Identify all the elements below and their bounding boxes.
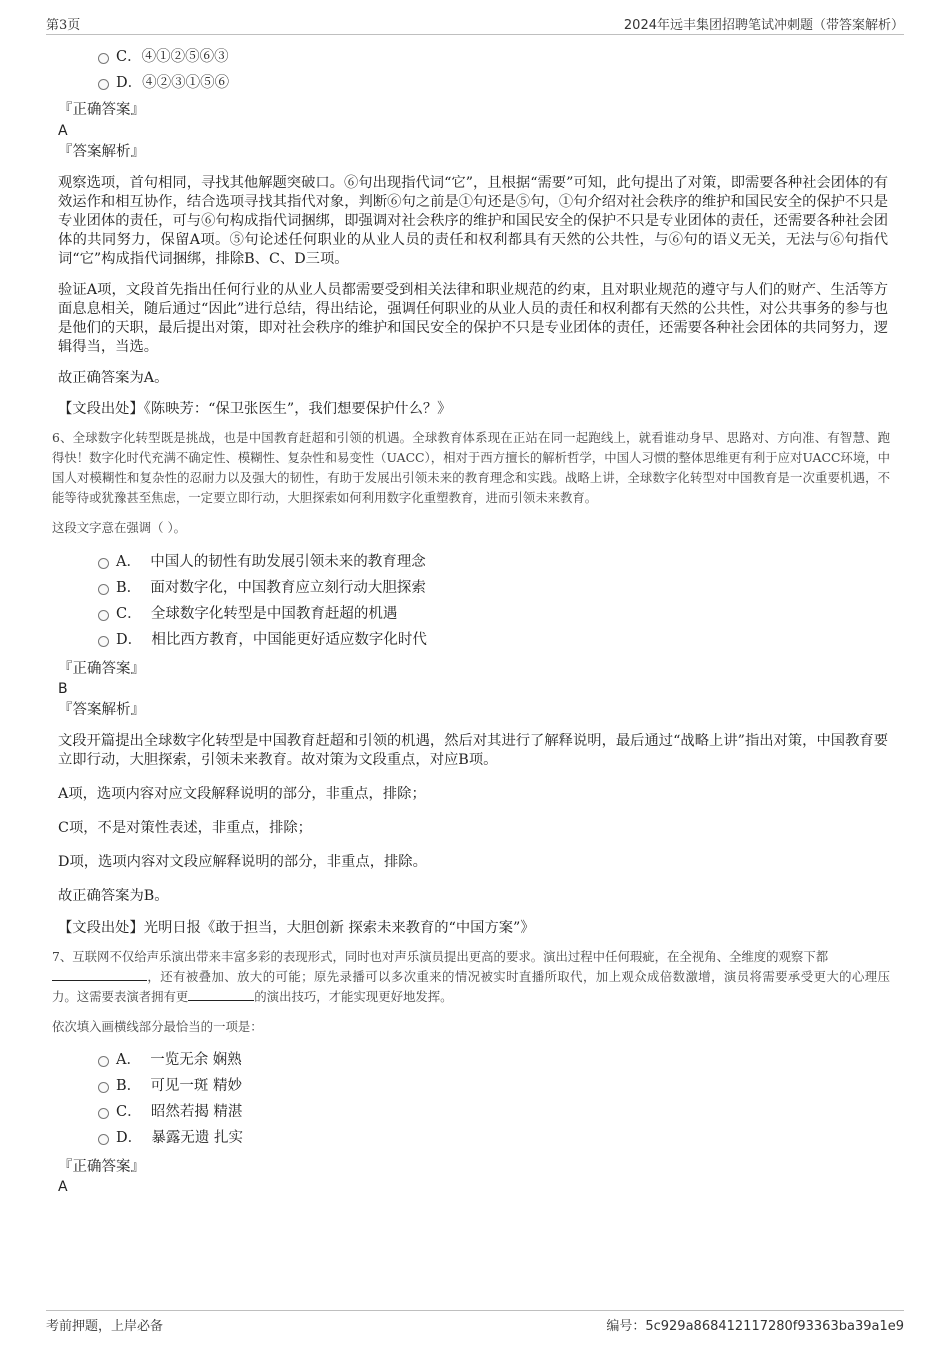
q5-correct-label: 『正确答案』 bbox=[58, 102, 145, 118]
radio-button-icon[interactable] bbox=[98, 636, 109, 647]
q6-analysis-conclusion: 故正确答案为B。 bbox=[58, 888, 169, 904]
radio-button-icon[interactable] bbox=[98, 1108, 109, 1119]
q6-option-d[interactable] bbox=[56, 627, 896, 653]
option-letter: B． bbox=[116, 580, 142, 596]
radio-button-icon[interactable] bbox=[98, 1056, 109, 1067]
document-id bbox=[606, 1315, 904, 1334]
radio-button-icon[interactable] bbox=[98, 1134, 109, 1145]
q6-analysis-paragraph: D项，选项内容对文段应解释说明的部分，非重点，排除。 bbox=[58, 854, 427, 870]
radio-button-icon[interactable] bbox=[98, 610, 109, 621]
q5-source: 【文段出处】《陈映芳：“保卫张医生”，我们想要保护什么？》 bbox=[58, 401, 452, 417]
q7-option-b[interactable] bbox=[56, 1073, 896, 1099]
q7-blank-1[interactable] bbox=[52, 968, 147, 981]
document-id-value: 5c929a868412117280f93363ba39a1e9 bbox=[645, 1319, 904, 1334]
radio-button-icon[interactable] bbox=[98, 584, 109, 595]
q5-analysis-paragraph: 验证A项，文段首先指出任何行业的从业人员都需要受到相关法律和职业规范的约束，且对职业规范的遵守与人们的财产、生活等方面息息相关，随后通过“因此”进行总结，得出结论，强调任何职业的从业人员的责任和权利都有天然的公共性，对公共事务的参与也是他们的天职，最后提出对策，即对社会秩序的维护和国民安全的保护不只是专业团体的责任，还需要各种社会团体的共同努力，逻辑得当，当选。 bbox=[58, 282, 888, 355]
option-letter: A． bbox=[116, 1052, 141, 1068]
q7-correct-answer: A bbox=[58, 1179, 68, 1195]
q5-options bbox=[56, 44, 896, 96]
option-text: 一览无余 娴熟 bbox=[150, 1052, 242, 1068]
q6-option-a[interactable] bbox=[56, 549, 896, 575]
option-text: 全球数字化转型是中国教育赶超的机遇 bbox=[150, 606, 398, 622]
option-text: 暴露无遗 扎实 bbox=[151, 1130, 243, 1146]
q7-prompt: 依次填入画横线部分最恰当的一项是： bbox=[52, 1019, 263, 1034]
q7-stem-part3: 的演出技巧，才能实现更好地发挥。 bbox=[254, 989, 453, 1004]
q6-source: 【文段出处】光明日报《敢于担当，大胆创新 探索未来教育的“中国方案”》 bbox=[58, 920, 535, 936]
option-letter: C． bbox=[116, 49, 142, 65]
radio-button-icon[interactable] bbox=[98, 53, 109, 64]
q7-blank-2[interactable] bbox=[188, 988, 254, 1001]
q5-analysis-paragraph: 观察选项，首句相同，寻找其他解题突破口。⑥句出现指代词“它”，且根据“需要”可知，此句提出了对策，即需要各种社会团体的有效运作和相互协作，结合选项寻找其指代对象，判断⑥句之前是①句还是⑤句，①句介绍对社会秩序的维护和国民安全的保护不只是专业团体的责任，可与⑥句构成指代词捆绑，即强调对社会秩序的维护和国民安全的保护不只是专业团体的责任，还需要各种社会团体的共同努力，保留A项。⑤句论述任何职业的从业人员的责任和权利都具有天然的公共性，与⑥句的语义无关，无法与⑥句指代词“它”构成指代词捆绑，排除B、C、D三项。 bbox=[58, 175, 888, 267]
option-letter: D． bbox=[116, 1130, 143, 1146]
footer-slogan: 考前押题，上岸必备 bbox=[46, 1319, 164, 1334]
q6-options bbox=[56, 549, 896, 653]
q7-option-d[interactable] bbox=[56, 1125, 896, 1151]
option-letter: C． bbox=[116, 606, 142, 622]
q5-option-d[interactable] bbox=[56, 70, 896, 96]
document-id-label: 编号： bbox=[606, 1319, 646, 1334]
q6-correct-label: 『正确答案』 bbox=[58, 661, 145, 677]
q6-prompt: 这段文字意在强调（ ）。 bbox=[52, 520, 187, 535]
option-text: 昭然若揭 精湛 bbox=[150, 1104, 243, 1120]
q7-stem bbox=[52, 947, 890, 1007]
q6-option-c[interactable] bbox=[56, 601, 896, 627]
option-text: 可见一斑 精妙 bbox=[150, 1078, 242, 1094]
page-number: 第3页 bbox=[46, 18, 81, 33]
option-letter: B． bbox=[116, 1078, 142, 1094]
option-letter: A． bbox=[116, 554, 141, 570]
radio-button-icon[interactable] bbox=[98, 558, 109, 569]
q7-stem-part1: 7、互联网不仅给声乐演出带来丰富多彩的表现形式，同时也对声乐演员提出更高的要求。演出过程中任何瑕疵，在全视角、全维度的观察下都 bbox=[52, 949, 829, 964]
option-text: ④①②⑤⑥③ bbox=[141, 49, 229, 65]
q5-correct-answer: A bbox=[58, 123, 68, 139]
q6-analysis-paragraph: C项，不是对策性表述，非重点，排除； bbox=[58, 820, 312, 836]
q5-analysis-conclusion: 故正确答案为A。 bbox=[58, 370, 169, 386]
q7-correct-label: 『正确答案』 bbox=[58, 1159, 145, 1175]
page-footer bbox=[46, 1310, 904, 1335]
document-title: 2024年远丰集团招聘笔试冲刺题（带答案解析） bbox=[623, 18, 904, 33]
option-letter: C． bbox=[116, 1104, 142, 1120]
option-text: 面对数字化，中国教育应立刻行动大胆探索 bbox=[150, 580, 426, 596]
option-text: 相比西方教育，中国能更好适应数字化时代 bbox=[151, 632, 427, 648]
q6-analysis-paragraph: A项，选项内容对应文段解释说明的部分，非重点，排除； bbox=[58, 786, 426, 802]
q7-option-c[interactable] bbox=[56, 1099, 896, 1125]
q6-analysis-label: 『答案解析』 bbox=[58, 702, 145, 718]
radio-button-icon[interactable] bbox=[98, 1082, 109, 1093]
q6-stem: 6、全球数字化转型既是挑战，也是中国教育赶超和引领的机遇。全球教育体系现在正站在同一起跑线上，就看谁动身早、思路对、方向准、有智慧、跑得快！数字化时代充满不确定性、模糊性、复杂性和易变性（UACC），相对于西方擅长的解析哲学，中国人习惯的整体思维更有利于应对UACC环境，中国人对模糊性和复杂性的忍耐力以及强大的韧性，有助于发展出引领未来的教育理念和实践。战略上讲，全球数字化转型对中国教育是一次重要机遇，不能等待或犹豫甚至焦虑，一定要立即行动，大胆探索如何利用数字化重塑教育，进而引领未来教育。 bbox=[52, 430, 890, 505]
radio-button-icon[interactable] bbox=[98, 79, 109, 90]
q5-option-c[interactable] bbox=[56, 44, 896, 70]
page-content bbox=[52, 44, 896, 1196]
q7-option-a[interactable] bbox=[56, 1047, 896, 1073]
option-text: 中国人的韧性有助发展引领未来的教育理念 bbox=[150, 554, 426, 570]
q6-analysis-paragraph: 文段开篇提出全球数字化转型是中国教育赶超和引领的机遇，然后对其进行了解释说明，最后通过“战略上讲”指出对策，中国教育要立即行动，大胆探索，引领未来教育。故对策为文段重点，对应B项。 bbox=[58, 733, 888, 768]
q6-option-b[interactable] bbox=[56, 575, 896, 601]
option-letter: D． bbox=[116, 632, 143, 648]
option-text: ④②③①⑤⑥ bbox=[142, 75, 230, 91]
option-letter: D． bbox=[116, 75, 143, 91]
q7-stem-part2: ，还有被叠加、放大的可能；原先录播可以多次重来的情况被实时直播所取代，加上观众成倍数激增，演员将需要承受更大的心理压力。这需要表演者拥有更 bbox=[52, 969, 890, 1004]
q5-analysis-label: 『答案解析』 bbox=[58, 144, 145, 160]
q7-options bbox=[56, 1047, 896, 1151]
page-header bbox=[46, 14, 904, 35]
q6-correct-answer: B bbox=[58, 681, 68, 697]
